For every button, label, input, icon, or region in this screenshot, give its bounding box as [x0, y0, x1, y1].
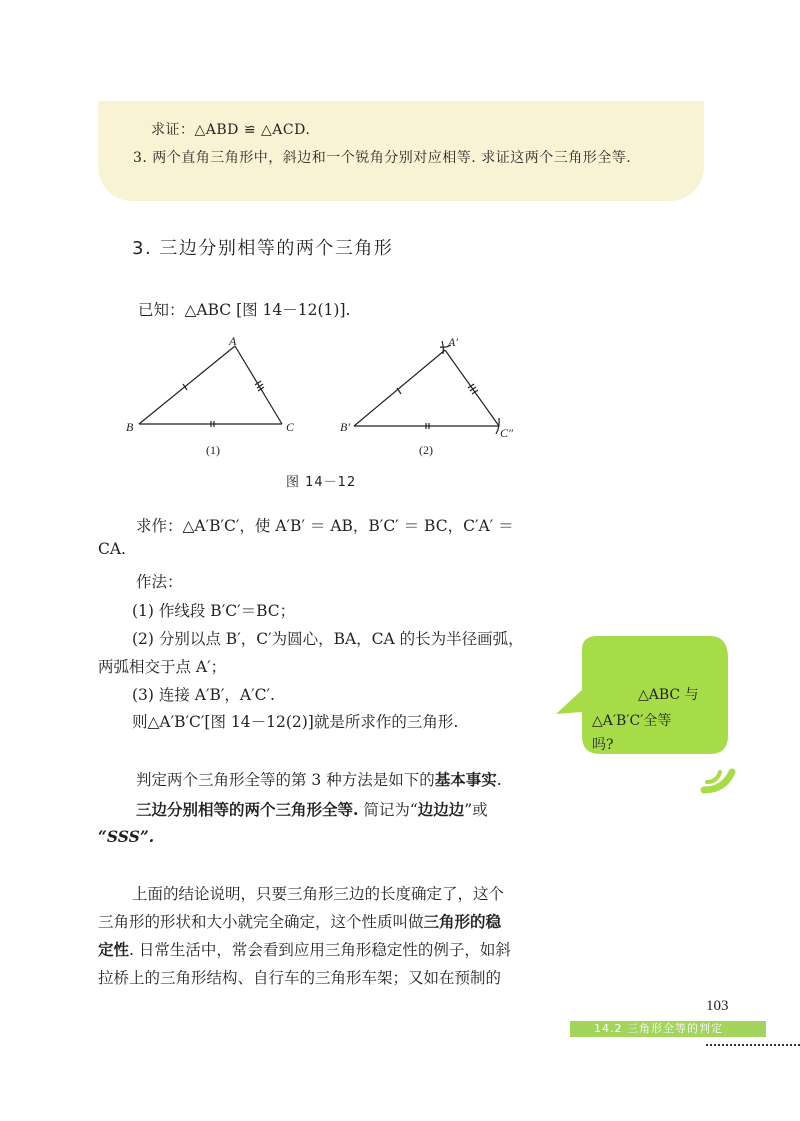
step-2a: (2) 分别以点 B′，C′为圆心，BA，CA 的长为半径画弧，: [132, 630, 524, 648]
paragraph-l3-term: 定性: [98, 940, 130, 959]
step-3: (3) 连接 A′B′，A′C′.: [132, 686, 275, 704]
paragraph-line-2: [98, 910, 501, 932]
label-b-prime: B′: [340, 420, 350, 434]
side-a2c2: [445, 350, 499, 426]
basic-fact-pre: 判定两个三角形全等的第 3 种方法是如下的: [136, 771, 435, 789]
speech-bubble: [552, 630, 762, 814]
figure-caption: 图 14－12: [286, 475, 357, 490]
abbr-post: ”或: [464, 801, 488, 819]
tick-ac-3: [258, 387, 264, 391]
basic-fact-term: 基本事实: [434, 770, 497, 789]
paragraph-line-4: 拉桥上的三角形结构、自行车的三角形车架；又如在预制的: [98, 969, 502, 987]
basic-fact-intro: [136, 768, 502, 790]
page-number: 103: [706, 998, 729, 1014]
bubble-line-1: △ABC 与: [638, 687, 699, 703]
bubble-line-2: △A′B′C′全等: [592, 713, 672, 729]
given-line: 已知：△ABC [图 14－12(1)].: [138, 301, 351, 319]
sss-abbr: “SSS”.: [98, 827, 155, 846]
bubble-swoosh-small: [707, 772, 720, 782]
fig-1-label: (1): [206, 443, 220, 457]
label-c: C: [286, 420, 295, 434]
paragraph-l2-term: 三角形的稳: [423, 912, 502, 931]
label-c-prime: C″: [500, 426, 514, 440]
section-heading: 3. 三边分别相等的两个三角形: [132, 238, 394, 259]
abbr-term: 边边边: [417, 800, 465, 819]
footer-section-bar: 14.2 三角形全等的判定: [570, 1021, 766, 1037]
triangle-figures: [118, 330, 518, 470]
side-ac: [235, 346, 282, 424]
paragraph-l2-pre: 三角形的形状和大小就完全确定，这个性质叫做: [98, 913, 424, 931]
sss-statement: [136, 798, 488, 820]
basic-fact-post: .: [496, 771, 502, 789]
label-a-prime: A′: [448, 335, 458, 349]
exercise-item-3: 3. 两个直角三角形中，斜边和一个锐角分别对应相等. 求证这两个三角形全等.: [133, 150, 632, 166]
label-a: A: [229, 334, 237, 348]
side-a2b2: [354, 350, 445, 426]
step-1: (1) 作线段 B′C′＝BC；: [132, 602, 296, 620]
side-ab: [139, 346, 235, 424]
construct-line-2: CA.: [98, 540, 126, 558]
tick-a2c2-3: [472, 390, 478, 394]
paragraph-line-1: 上面的结论说明，只要三角形三边的长度确定了，这个: [132, 885, 505, 903]
construct-line-1: 求作：△A′B′C′，使 A′B′ ＝ AB，B′C′ ＝ BC，C′A′ ＝: [136, 517, 514, 535]
bubble-line-3: 吗?: [592, 737, 614, 753]
sss-statement-bold: 三边分别相等的两个三角形全等.: [136, 800, 359, 819]
label-b: B: [126, 420, 134, 434]
paragraph-line-3: [98, 938, 511, 960]
abbr-pre: 简记为“: [358, 801, 418, 819]
triangle-2: [354, 341, 499, 434]
paragraph-l3-post: . 日常生活中，常会看到应用三角形稳定性的例子，如斜: [129, 941, 511, 959]
prove-line: 求证：△ABD ≌ △ACD.: [151, 122, 311, 138]
triangle-1: [139, 346, 282, 427]
footer-dotted-rule: [706, 1044, 800, 1046]
fig-2-label: (2): [419, 443, 433, 457]
figure-14-12: [118, 330, 518, 474]
step-2b: 两弧相交于点 A′；: [98, 658, 227, 676]
method-label: 作法：: [136, 573, 183, 591]
construct-result: 则△A′B′C′[图 14－12(2)]就是所求作的三角形.: [132, 713, 459, 731]
